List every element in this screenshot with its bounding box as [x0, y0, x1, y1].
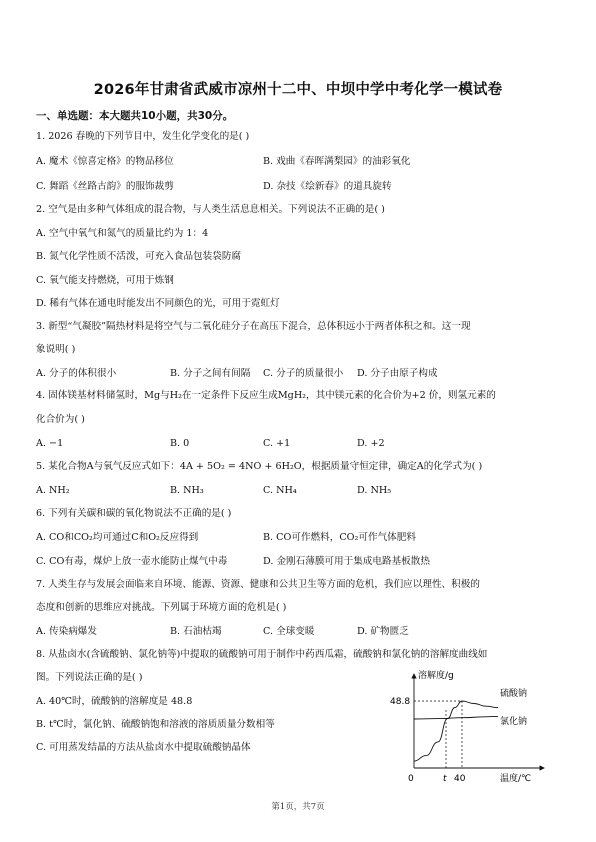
q6-option-a: A. CO和CO₂均可通过C和O₂反应得到 — [36, 532, 199, 543]
legend-sodium-sulfate: 硫酸钠 — [500, 689, 528, 699]
x-tick-0: 0 — [408, 774, 414, 784]
q5-option-b: B. NH₃ — [170, 485, 204, 496]
q4-option-d: D. +2 — [357, 438, 385, 449]
section-heading: 一、单选题：本大题共10小题，共30分。 — [36, 110, 234, 122]
solubility-chart — [388, 666, 548, 784]
q2-option-d: D. 稀有气体在通电时能发出不同颜色的光，可用于霓虹灯 — [36, 298, 280, 309]
q1-option-d: D. 杂技《绘新春》的道具旋转 — [263, 181, 392, 192]
q6-stem: 6. 下列有关碳和碳的氧化物说法不正确的是( ) — [36, 508, 232, 519]
q5-stem: 5. 某化合物A与氧气反应式如下：4A + 5O₂ = 4NO + 6H₂O，根据质量守恒定律，确定A的化学式为( ) — [36, 461, 483, 472]
page-footer: 第1页，共7页 — [271, 802, 325, 812]
q7-option-b: B. 石油枯竭 — [170, 626, 222, 637]
q3-option-c: C. 分子的质量很小 — [263, 368, 344, 379]
q3-stem: 3. 新型“气凝胶”隔热材料是将空气与二氧化硅分子在高压下混合，总体积远小于两者体积之和。这一现 — [36, 321, 471, 332]
q4-stem-cont: 化合价为( ) — [36, 414, 85, 425]
q4-option-a: A. −1 — [36, 438, 64, 449]
page-title: 2026年甘肃省武威市凉州十二中、中坝中学中考化学一模试卷 — [93, 82, 503, 98]
legend-sodium-chloride: 氯化钠 — [500, 717, 528, 727]
q5-option-a: A. NH₂ — [36, 485, 70, 496]
q2-option-b: B. 氮气化学性质不活泼，可充入食品包装袋防腐 — [36, 251, 242, 262]
q3-option-a: A. 分子的体积很小 — [36, 368, 117, 379]
q6-option-c: C. CO有毒，煤炉上放一壶水能防止煤气中毒 — [36, 556, 228, 567]
q3-option-d: D. 分子由原子构成 — [357, 368, 438, 379]
q5-option-d: D. NH₅ — [357, 485, 392, 496]
q7-option-a: A. 传染病爆发 — [36, 626, 97, 637]
q7-option-d: D. 矿物匮乏 — [357, 626, 409, 637]
q8-stem: 8. 从盐卤水(含硫酸钠、氯化钠等)中提取的硫酸钠可用于制作中药西瓜霜，硫酸钠和氯化钠的溶解度曲线如 — [36, 649, 488, 660]
series-line-sodium-chloride — [414, 716, 498, 719]
q3-stem-cont: 象说明( ) — [36, 344, 76, 355]
q7-stem-cont: 态度和创新的思维应对挑战。下列属于环境方面的危机是( ) — [36, 602, 287, 613]
q1-option-a: A. 魔术《惊喜定格》的物品移位 — [36, 156, 174, 167]
q4-option-c: C. +1 — [263, 438, 291, 449]
series-line-sodium-sulfate — [414, 701, 498, 761]
q7-stem: 7. 人类生存与发展会面临来自环境、能源、资源、健康和公共卫生等方面的危机，我们应以理性、积极的 — [36, 579, 480, 590]
q1-stem: 1. 2026 春晚的下列节目中，发生化学变化的是( ) — [36, 131, 250, 142]
x-axis-label: 温度/℃ — [500, 774, 532, 784]
q1-option-c: C. 舞蹈《丝路古韵》的服饰裁剪 — [36, 181, 174, 192]
q8-option-a: A. 40℃时，硫酸钠的溶解度是 48.8 — [36, 696, 193, 707]
q2-option-a: A. 空气中氧气和氮气的质量比约为 1：4 — [36, 228, 209, 239]
q6-option-b: B. CO可作燃料，CO₂可作气体肥料 — [263, 532, 416, 543]
q4-option-b: B. 0 — [170, 438, 190, 449]
q8-option-c: C. 可用蒸发结晶的方法从盐卤水中提取硫酸钠晶体 — [36, 742, 251, 753]
x-tick-40: 40 — [454, 774, 466, 784]
q7-option-c: C. 全球变暖 — [263, 626, 315, 637]
q1-option-b: B. 戏曲《春晖满梨园》的油彩氧化 — [263, 156, 411, 167]
y-axis-label: 溶解度/g — [418, 671, 454, 681]
q8-option-b: B. t℃时，氯化钠、硫酸钠饱和溶液的溶质质量分数相等 — [36, 719, 275, 730]
y-tick-48-8: 48.8 — [390, 697, 411, 707]
x-tick-t: t — [443, 774, 447, 784]
q2-stem: 2. 空气是由多种气体组成的混合物，与人类生活息息相关。下列说法不正确的是( ) — [36, 204, 385, 215]
q2-option-c: C. 氧气能支持燃烧，可用于炼钢 — [36, 275, 174, 286]
q3-option-b: B. 分子之间有间隔 — [170, 368, 251, 379]
q8-stem-cont: 图。下列说法正确的是( ) — [36, 672, 143, 683]
q6-option-d: D. 金刚石薄膜可用于集成电路基板散热 — [263, 556, 430, 567]
q5-option-c: C. NH₄ — [263, 485, 297, 496]
q4-stem: 4. 固体镁基材料储氢时，Mg与H₂在一定条件下反应生成MgH₂，其中镁元素的化合价为+2 价，则氢元素的 — [36, 390, 496, 401]
